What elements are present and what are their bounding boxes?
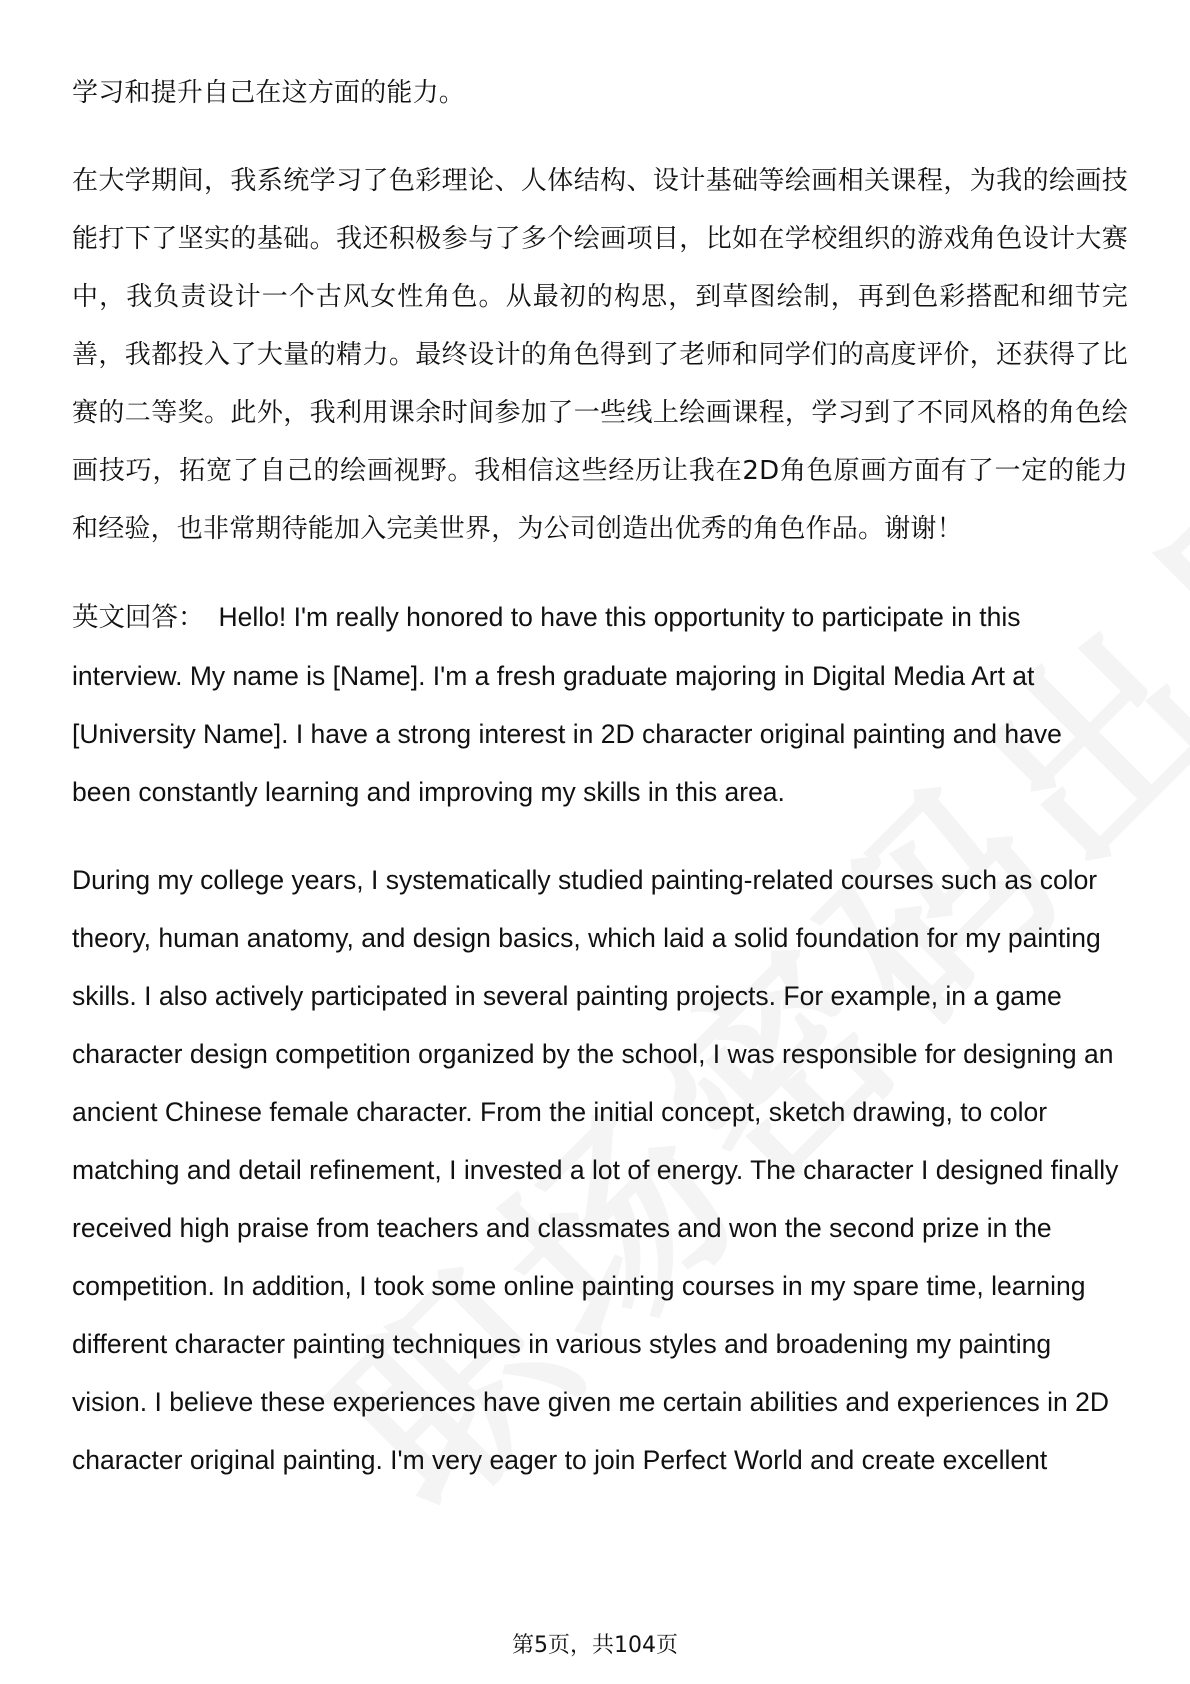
- paragraph-cn-intro-tail: 学习和提升自己在这方面的能力。: [72, 78, 466, 108]
- english-answer-label: 英文回答：: [72, 602, 205, 633]
- paragraph-en-experience: During my college years, I systematically studied painting-related courses such as color theory, human anatomy, and design basics, which laid a solid foundation for my painting skills. I also actively participated in several painting projects. For example, in a game character design competition organized by the school, I was responsible for designing an ancient Chinese female character. From the initial concept, sketch drawing, to color matching and detail refinement, I invested a lot of energy. The character I designed finally received high praise from teachers and classmates and won the second prize in the competition. In addition, I took some online painting courses in my spare time, learning different character painting techniques in various styles and broadening my painting vision. I believe these experiences have given me certain abilities and experiences in 2D character original painting. I'm very eager to join Perfect World and create excellent: [72, 865, 1119, 1475]
- page-number-footer: 第5页，共104页: [512, 1633, 678, 1658]
- document-body: [72, 64, 1128, 1489]
- paragraph-en-intro-text: Hello! I'm really honored to have this opportunity to participate in this interview. My name is [Name]. I'm a fresh graduate majoring in Digital Media Art at [University Name]. I have a strong interest in 2D character original painting and have been constantly learning and improving my skills in this area.: [72, 602, 1062, 807]
- paragraph-en-intro: [72, 588, 1128, 821]
- paragraph-cn-experience: 在大学期间，我系统学习了色彩理论、人体结构、设计基础等绘画相关课程，为我的绘画技能打下了坚实的基础。我还积极参与了多个绘画项目，比如在学校组织的游戏角色设计大赛中，我负责设计一个古风女性角色。从最初的构思，到草图绘制，再到色彩搭配和细节完善，我都投入了大量的精力。最终设计的角色得到了老师和同学们的高度评价，还获得了比赛的二等奖。此外，我利用课余时间参加了一些线上绘画课程，学习到了不同风格的角色绘画技巧，拓宽了自己的绘画视野。我相信这些经历让我在2D角色原画方面有了一定的能力和经验，也非常期待能加入完美世界，为公司创造出优秀的角色作品。谢谢！: [72, 166, 1128, 544]
